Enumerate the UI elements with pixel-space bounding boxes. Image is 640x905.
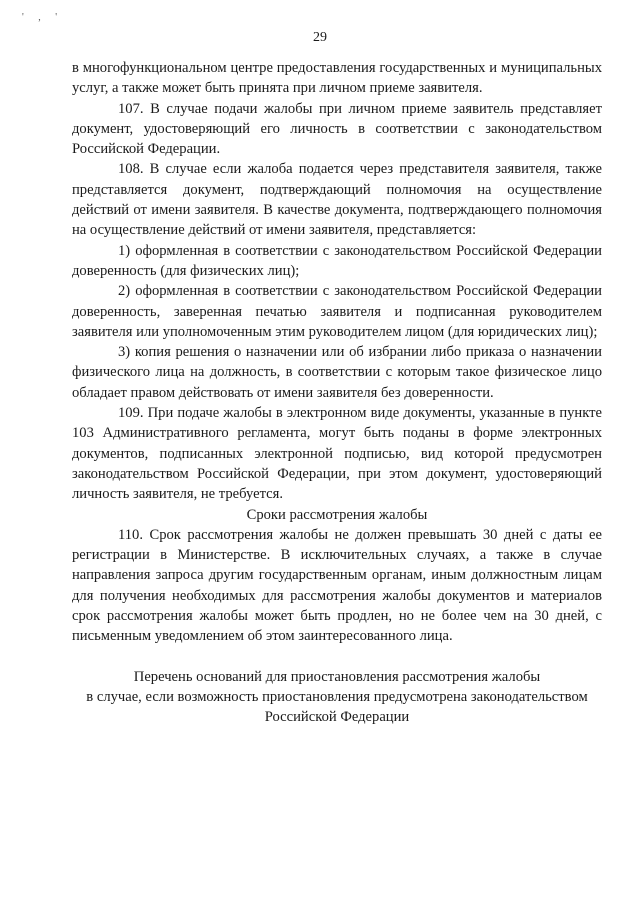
scan-marks: ' , ' xyxy=(22,12,64,23)
paragraph-108: 108. В случае если жалоба подается через представителя заявителя, также представляется документ, подтверждающий полномочия на осуществление действий от имени заявителя. В качестве документа, подтверждающего полномочия на осуществление действий от имени заявителя, представляется: xyxy=(72,161,602,239)
paragraph-continuation: в многофункциональном центре предоставления государственных и муниципальных услуг, а также может быть принята при личном приеме заявителя. xyxy=(72,60,602,97)
section-heading-suspension-line-2: в случае, если возможность приостановления предусмотрена законодательством xyxy=(86,688,588,705)
paragraph-107: 107. В случае подачи жалобы при личном приеме заявитель представляет документ, удостоверяющий его личность в соответствии с законодательством Российской Федерации. xyxy=(72,100,602,158)
section-heading-terms: Сроки рассмотрения жалобы xyxy=(246,506,428,523)
section-heading-suspension xyxy=(72,667,602,728)
list-item-2: 2) оформленная в соответствии с законодательством Российской Федерации доверенность, заверенная печатью заявителя и подписанная руководителем заявителя или уполномоченным этим руководителем лицом (для юридических лиц); xyxy=(72,283,602,340)
section-heading-suspension-line-3: Российской Федерации xyxy=(264,709,410,726)
paragraph-110: 110. Срок рассмотрения жалобы не должен превышать 30 дней с даты ее регистрации в Министерстве. В исключительных случаях, а также в случае направления запроса другим государственным органам, иным должностным лицам для получения необходимых для рассмотрения жалобы документов и материалов срок рассмотрения жалобы может быть продлен, но не более чем на 30 дней, с письменным уведомлением об этом заинтересованного лица. xyxy=(72,526,602,645)
paragraph-109: 109. При подаче жалобы в электронном виде документы, указанные в пункте 103 Административного регламента, могут быть поданы в форме электронных документов, подписанных электронной подписью, вид которой предусмотрен законодательством Российской Федерации, при этом документ, удостоверяющий личность заявителя, не требуется. xyxy=(72,405,602,503)
section-heading-suspension-line-1: Перечень оснований для приостановления рассмотрения жалобы xyxy=(133,668,541,685)
document-body xyxy=(72,58,602,728)
page-number: 29 xyxy=(313,30,327,45)
list-item-3: 3) копия решения о назначении или об избрании либо приказа о назначении физического лица на должность, в соответствии с которым такое физическое лицо обладает правом действовать от имени заявителя без доверенности. xyxy=(72,344,602,401)
list-item-1: 1) оформленная в соответствии с законодательством Российской Федерации доверенность (для физических лиц); xyxy=(72,242,602,279)
